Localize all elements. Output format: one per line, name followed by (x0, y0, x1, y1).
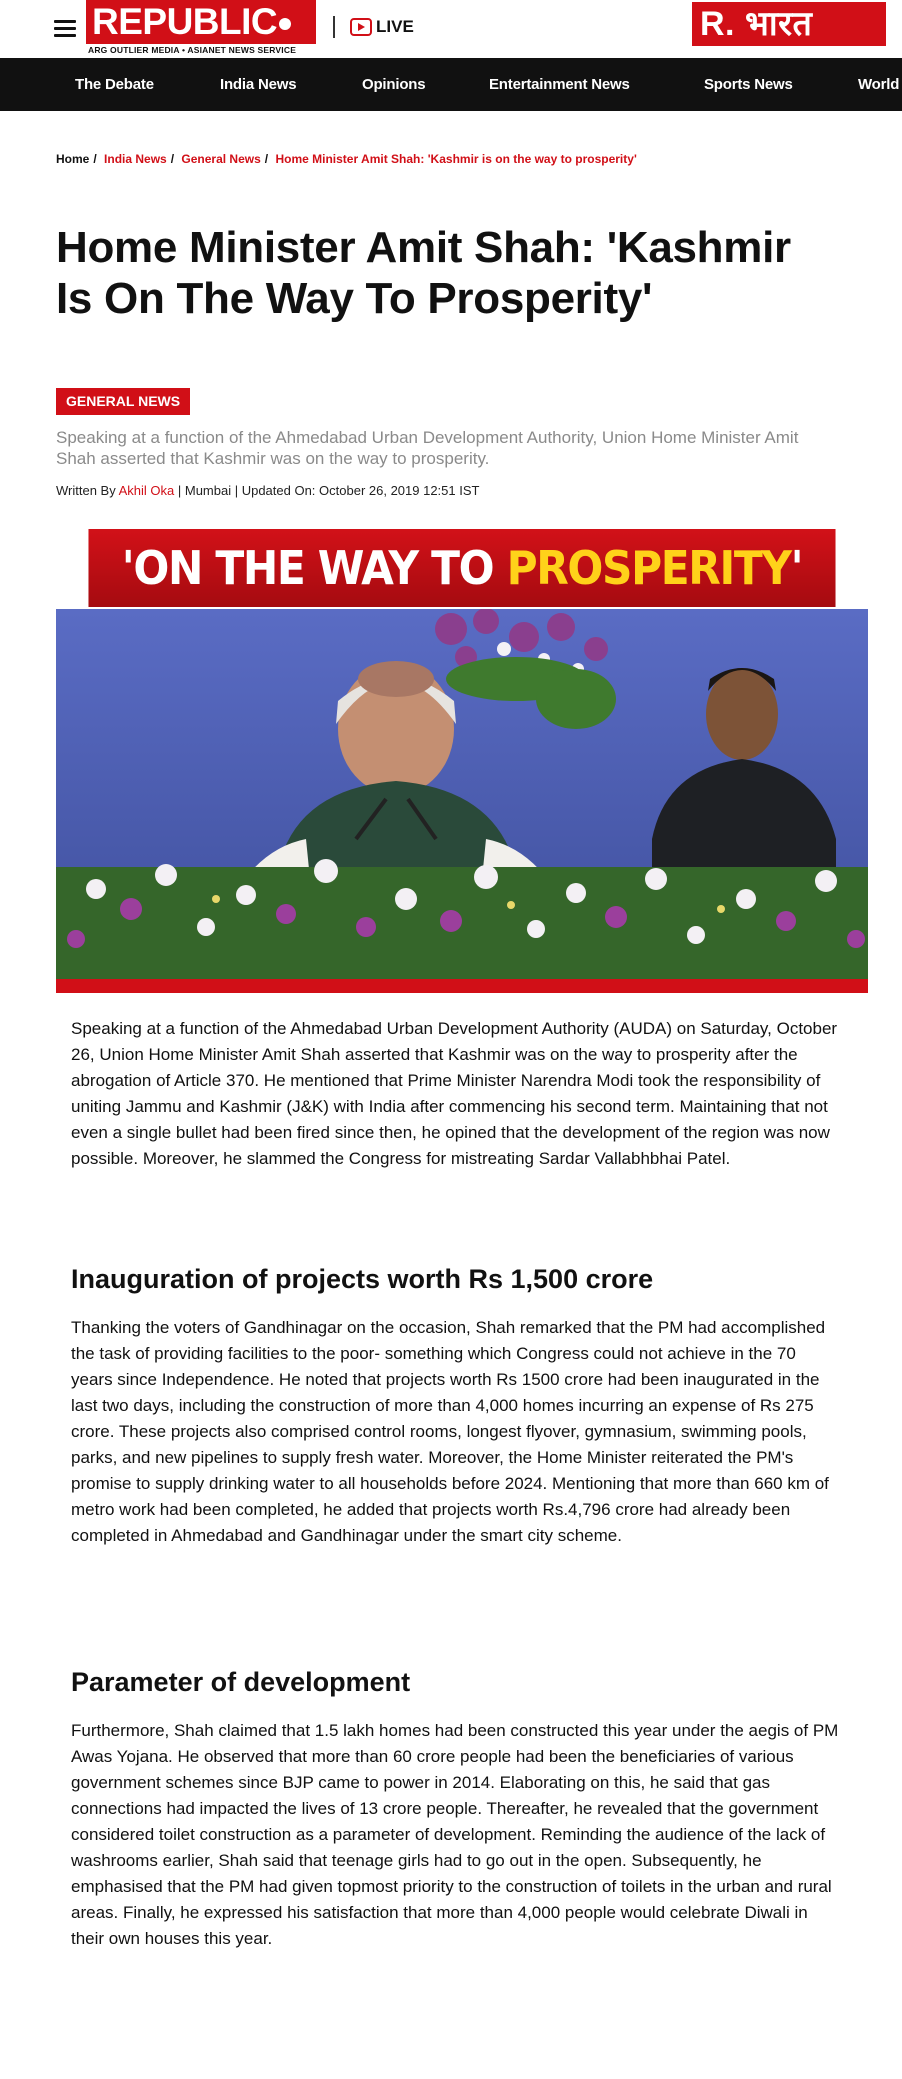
site-header (0, 0, 902, 58)
article-paragraph-3: Furthermore, Shah claimed that 1.5 lakh homes had been constructed this year under the aegis of PM Awas Yojana. He observed that more than 60 crore people had been the beneficiaries of various government schemes since BJP came to power in 2014. Elaborating on this, he said that gas connections had impacted the lives of 13 crore people. Thereafter, he revealed that the government considered toilet construction as a parameter of development. Reminding the audience of the lack of washrooms earlier, Shah said that teenage girls had to go out in the open. Subsequently, he emphasised that the PM had given topmost priority to the construction of toilets in the urban and rural areas. Finally, he expressed his satisfaction that more than 4,000 people would celebrate Diwali in their own houses this year. (71, 1721, 839, 1948)
hero-photo (56, 609, 868, 979)
header-divider (333, 16, 335, 38)
category-badge[interactable]: GENERAL NEWS (56, 388, 190, 415)
breadcrumb-india-news[interactable]: India News (104, 152, 167, 166)
hero-banner-text (88, 529, 835, 607)
republic-logo[interactable] (86, 0, 316, 58)
logo-tagline: ARG OUTLIER MEDIA • ASIANET NEWS SERVICE (88, 45, 297, 55)
article-paragraph-1: Speaking at a function of the Ahmedabad Urban Development Authority (AUDA) on Saturday, October 26, Union Home Minister Amit Shah asserted that Kashmir was on the way to prosperity after the abrogation of Article 370. He mentioned that Prime Minister Narendra Modi took the responsibility of uniting Jammu and Kashmir (J&K) with India after commencing his second term. Maintaining that not even a single bullet had been fired since then, he opined that the development of the region was now possible. Moreover, he slammed the Congress for mistreating Sardar Vallabhbhai Patel. (71, 1019, 838, 1168)
nav-item-opinions[interactable]: Opinions (362, 76, 426, 93)
breadcrumb-separator: / (93, 152, 97, 166)
r-bharat-logo[interactable]: R. भारत (692, 2, 886, 46)
breadcrumb-separator: / (264, 152, 269, 166)
hamburger-menu-icon[interactable] (54, 20, 76, 38)
breadcrumb-separator: / (170, 152, 175, 166)
hero-image (56, 529, 868, 993)
live-label: LIVE (376, 17, 414, 36)
hero-banner-end: ' (790, 541, 803, 595)
breadcrumb (56, 152, 641, 166)
breadcrumb-home[interactable]: Home (56, 152, 90, 166)
breadcrumb-current[interactable]: Home Minister Amit Shah: 'Kashmir is on the way to prosperity' (275, 152, 637, 166)
breadcrumb-general-news[interactable]: General News (181, 152, 261, 166)
main-nav (0, 58, 902, 111)
article-title: Home Minister Amit Shah: 'Kashmir Is On The Way To Prosperity' (56, 223, 791, 323)
nav-item-entertainment-news[interactable]: Entertainment News (489, 76, 630, 93)
logo-text: REPUBLIC (92, 1, 278, 42)
nav-item-sports-news[interactable]: Sports News (704, 76, 793, 93)
nav-item-india-news[interactable]: India News (220, 76, 297, 93)
article-summary: Speaking at a function of the Ahmedabad Urban Development Authority, Union Home Minister Amit Shah asserted that Kashmir was on the way to prosperity. (56, 428, 799, 468)
article-paragraph-2: Thanking the voters of Gandhinagar on the occasion, Shah remarked that the PM had accomplished the task of providing facilities to the poor- something which Congress could not achieve in the 70 years since Independence. He noted that projects worth Rs 1500 crore had been inaugurated in the last two days, including the construction of more than 4,000 homes incurring an expense of Rs 275 crore. These projects also comprised control rooms, longest flyover, gymnasium, swimming pools, parks, and new pipelines to supply fresh water. Moreover, the Home Minister reiterated the PM's promise to supply drinking water to all households before 2024. Mentioning that more than 660 km of metro work had been completed, he added that projects worth Rs.4,796 crore had already been completed in Ahmedabad and Gandhinagar under the smart city scheme. (71, 1318, 829, 1545)
hero-banner-yellow: PROSPERITY (506, 541, 791, 595)
nav-item-the-debate[interactable]: The Debate (75, 76, 154, 93)
live-button[interactable] (350, 14, 414, 40)
article-byline (56, 483, 479, 498)
author-link[interactable]: Akhil Oka (118, 483, 175, 498)
tv-play-icon (350, 18, 372, 36)
nav-item-world[interactable]: World (858, 76, 900, 93)
section-heading-inauguration: Inauguration of projects worth Rs 1,500 crore (71, 1264, 654, 1294)
byline-prefix: Written By (56, 483, 116, 498)
byline-meta: | Mumbai | Updated On: October 26, 2019 12:51 IST (174, 483, 480, 498)
hero-bottom-bar (56, 979, 868, 993)
hero-banner-white: 'ON THE WAY TO (121, 541, 507, 595)
section-heading-parameter: Parameter of development (71, 1667, 411, 1697)
